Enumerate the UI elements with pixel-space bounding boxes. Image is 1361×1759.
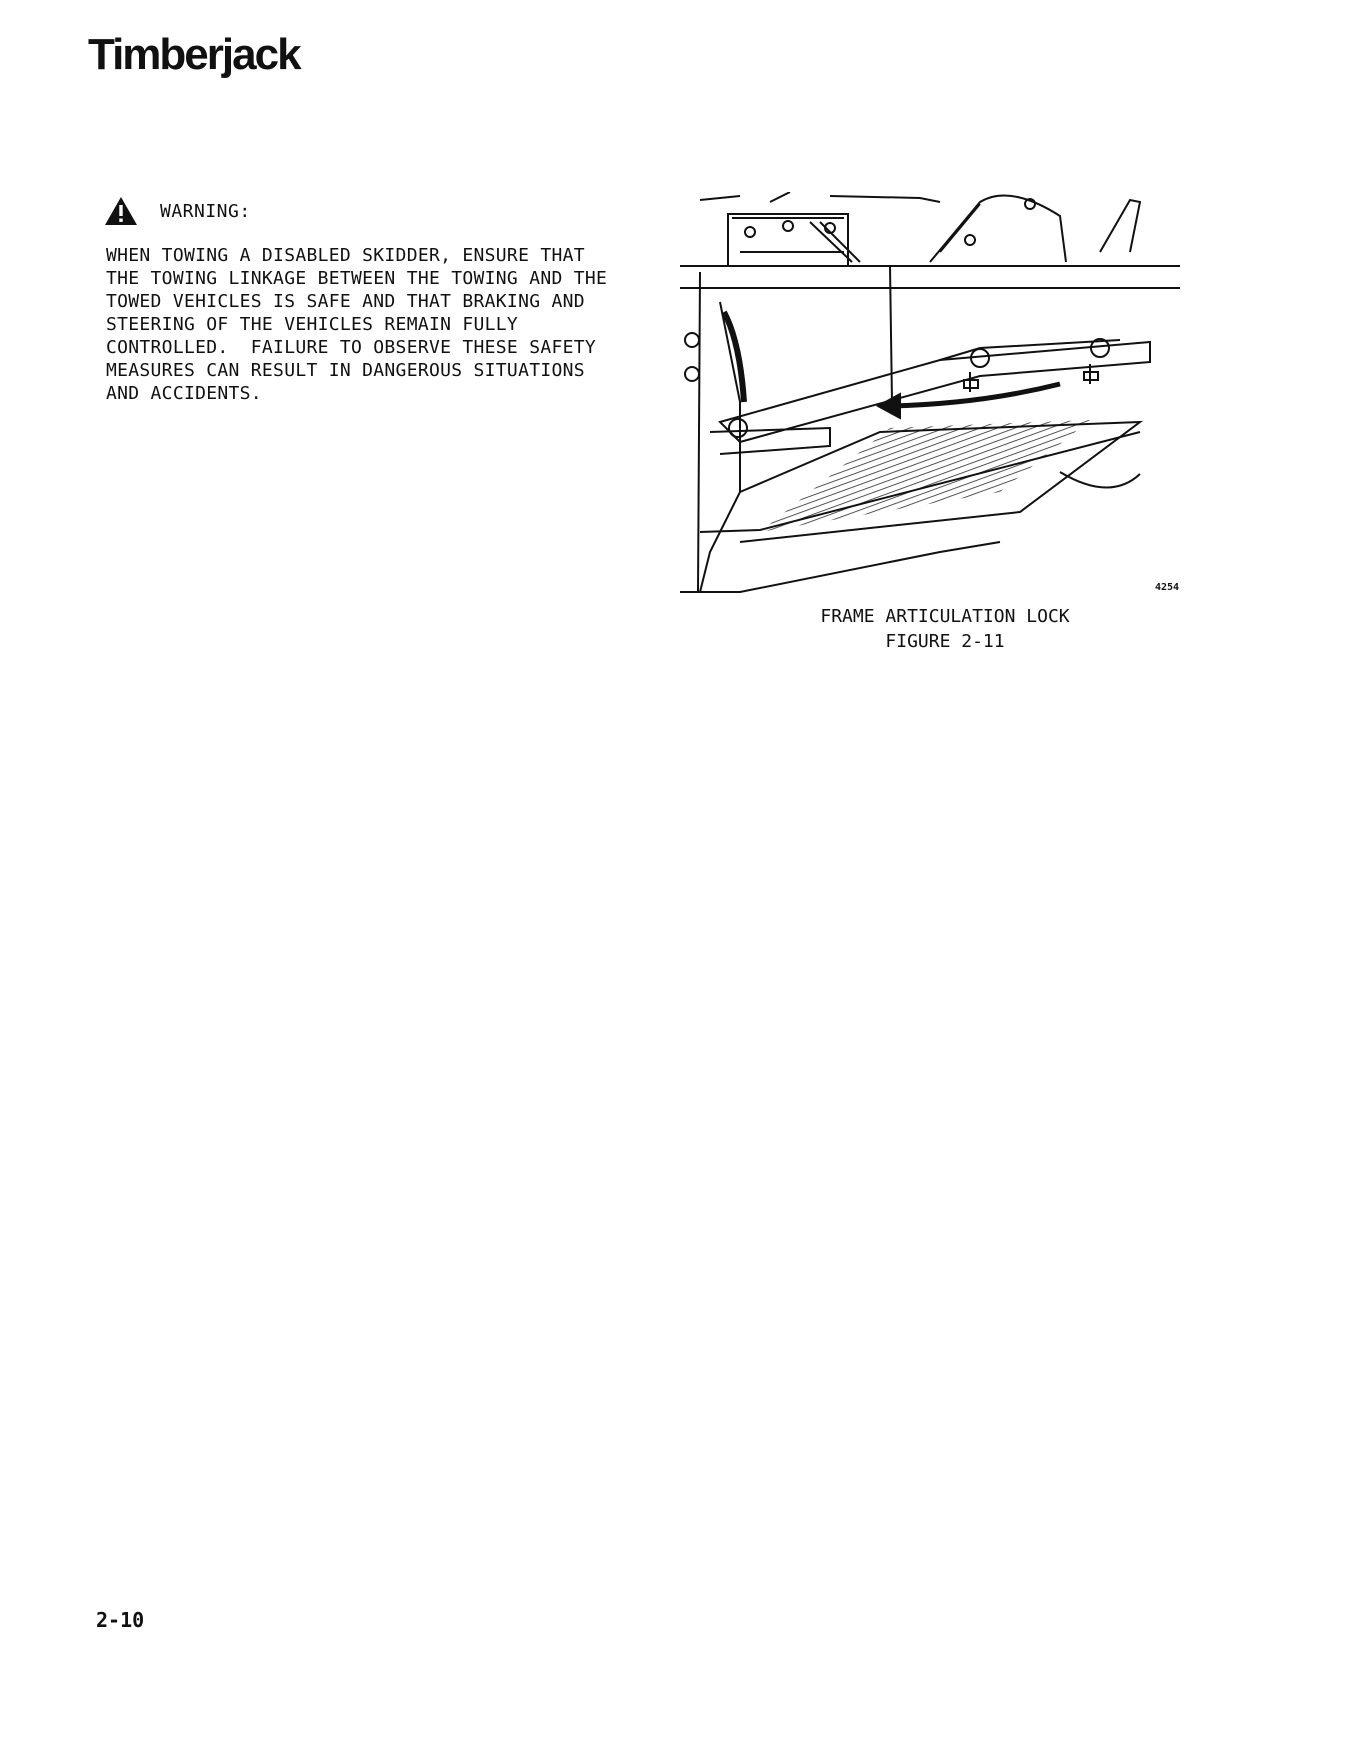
warning-line: AND ACCIDENTS.: [106, 383, 262, 404]
warning-line: TOWED VEHICLES IS SAFE AND THAT BRAKING AND: [106, 291, 585, 312]
figure-reference-number: 4254: [1155, 582, 1180, 593]
page-number: 2-10: [96, 1608, 145, 1632]
caption-figure-number: FIGURE 2-11: [885, 631, 1005, 652]
warning-line: STEERING OF THE VEHICLES REMAIN FULLY: [106, 314, 519, 335]
warning-line: THE TOWING LINKAGE BETWEEN THE TOWING AND THE: [106, 268, 608, 289]
warning-triangle-icon: [104, 196, 138, 226]
warning-line: CONTROLLED. FAILURE TO OBSERVE THESE SAFETY: [106, 337, 597, 358]
warning-header: [104, 196, 251, 226]
warning-line: WHEN TOWING A DISABLED SKIDDER, ENSURE THAT: [106, 245, 585, 266]
warning-line: MEASURES CAN RESULT IN DANGEROUS SITUATIONS: [106, 360, 585, 381]
caption-title: FRAME ARTICULATION LOCK: [820, 606, 1070, 627]
frame-articulation-lock-illustration: [680, 192, 1200, 612]
figure-caption: [815, 604, 1075, 654]
warning-label: WARNING:: [160, 200, 251, 222]
brand-logo: Timberjack: [88, 30, 300, 79]
warning-text: [106, 244, 607, 405]
illustration-drawing: [680, 192, 1200, 612]
